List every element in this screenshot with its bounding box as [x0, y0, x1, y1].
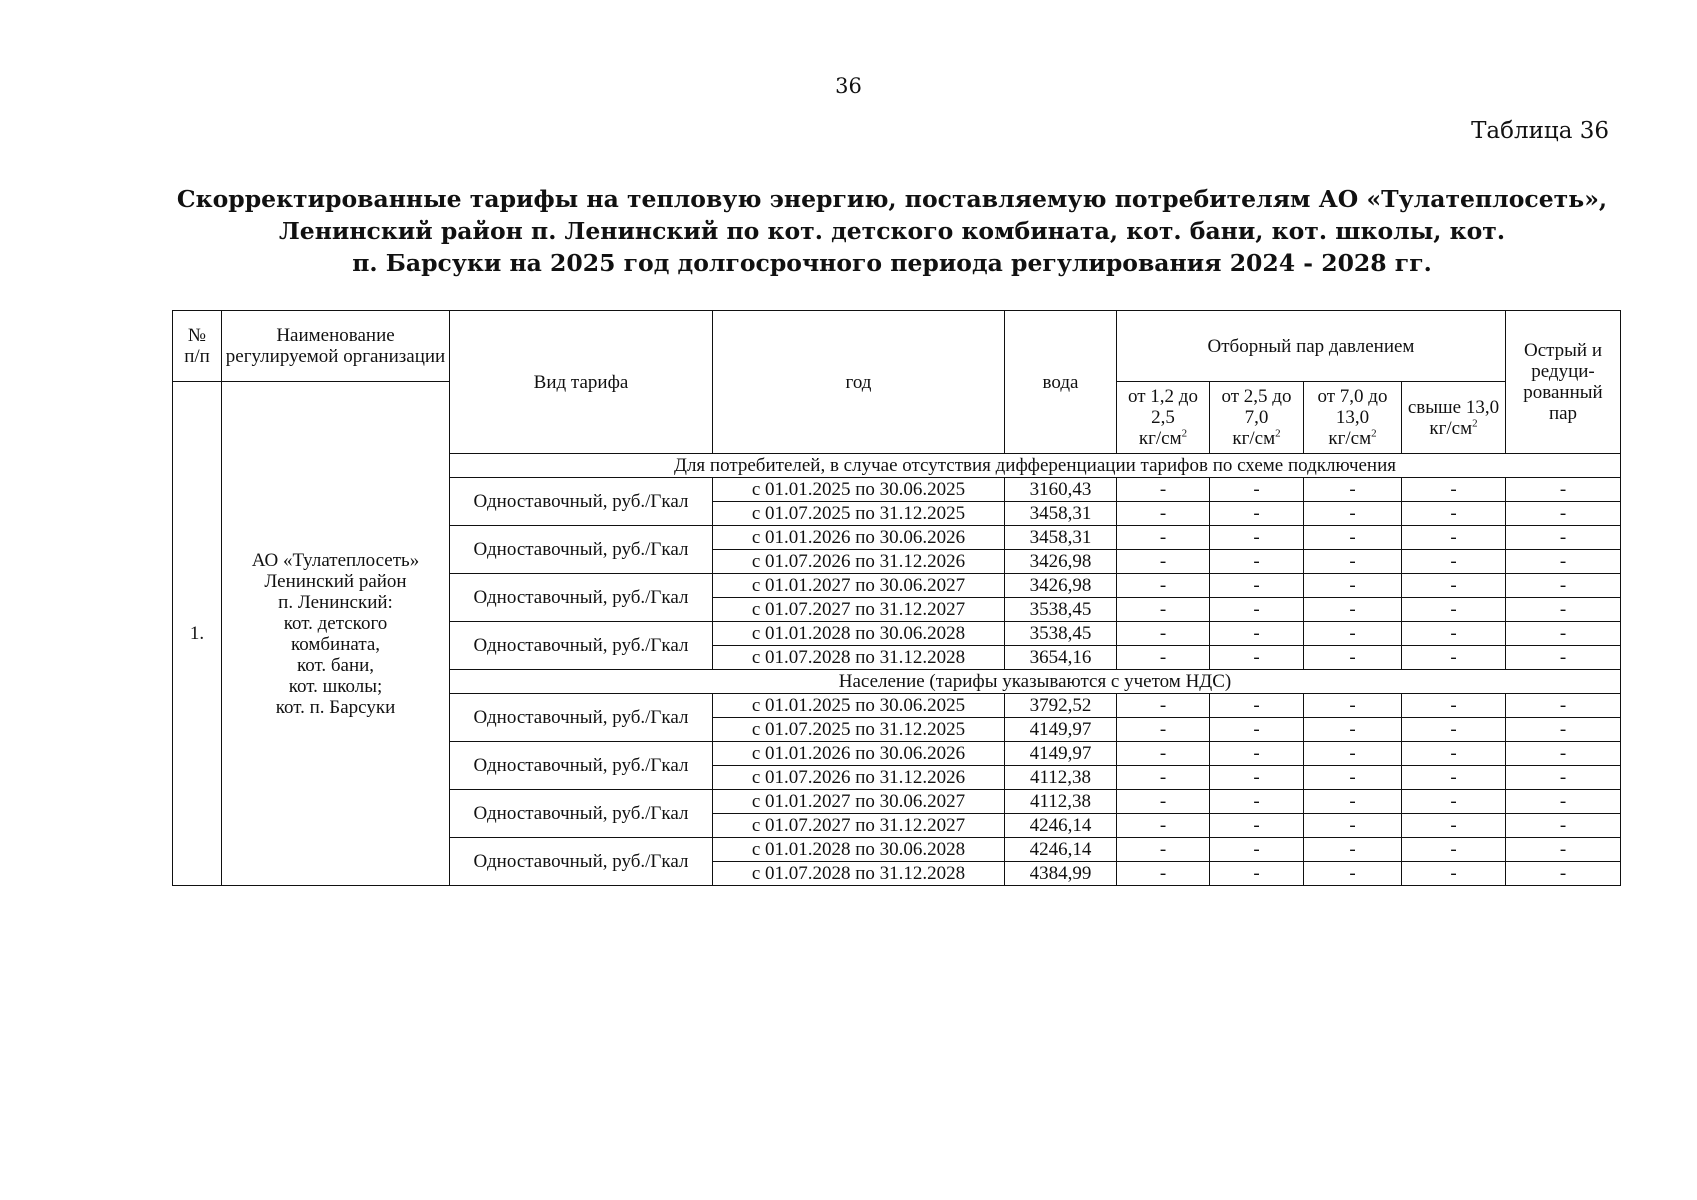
organization-line: Ленинский район — [264, 570, 407, 592]
steam-4-cell: - — [1402, 694, 1506, 718]
header-organization: Наименование регулируемой организации — [222, 311, 450, 382]
unit-exponent: 2 — [1371, 427, 1377, 440]
steam-1-cell: - — [1117, 550, 1210, 574]
header-steam-4 — [1402, 382, 1506, 454]
steam-range: от 2,5 до 7,0 — [1221, 386, 1292, 428]
period-cell: с 01.01.2027 по 30.06.2027 — [713, 790, 1005, 814]
steam-3-cell: - — [1304, 622, 1402, 646]
steam-3-cell: - — [1304, 694, 1402, 718]
steam-4-cell: - — [1402, 766, 1506, 790]
sharp-steam-cell: - — [1506, 838, 1621, 862]
tariff-table — [172, 310, 1621, 886]
period-cell: с 01.01.2028 по 30.06.2028 — [713, 622, 1005, 646]
steam-range: от 7,0 до 13,0 — [1317, 386, 1388, 428]
title-line: Скорректированные тарифы на тепловую энергию, поставляемую потребителям АО «Тулатеплосеть», — [176, 185, 1608, 213]
period-cell: с 01.07.2026 по 31.12.2026 — [713, 766, 1005, 790]
sharp-steam-cell: - — [1506, 550, 1621, 574]
steam-1-cell: - — [1117, 766, 1210, 790]
period-cell: с 01.01.2026 по 30.06.2026 — [713, 742, 1005, 766]
period-cell: с 01.01.2025 по 30.06.2025 — [713, 478, 1005, 502]
water-cell: 3458,31 — [1005, 502, 1117, 526]
sharp-steam-cell: - — [1506, 694, 1621, 718]
steam-2-cell: - — [1210, 478, 1304, 502]
steam-3-cell: - — [1304, 862, 1402, 886]
steam-2-cell: - — [1210, 742, 1304, 766]
steam-2-cell: - — [1210, 526, 1304, 550]
steam-1-cell: - — [1117, 718, 1210, 742]
steam-3-cell: - — [1304, 478, 1402, 502]
row-number: 1. — [173, 382, 222, 886]
header-number — [173, 311, 222, 382]
steam-2-cell: - — [1210, 766, 1304, 790]
steam-4-cell: - — [1402, 838, 1506, 862]
steam-1-cell: - — [1117, 814, 1210, 838]
document-title — [172, 183, 1612, 279]
period-cell: с 01.01.2025 по 30.06.2025 — [713, 694, 1005, 718]
header-tariff-type: Вид тарифа — [450, 311, 713, 454]
tariff-type-cell: Одноставочный, руб./Гкал — [450, 526, 713, 574]
steam-1-cell: - — [1117, 502, 1210, 526]
steam-4-cell: - — [1402, 550, 1506, 574]
header-steam-1 — [1117, 382, 1210, 454]
steam-2-cell: - — [1210, 550, 1304, 574]
steam-3-cell: - — [1304, 646, 1402, 670]
sharp-steam-cell: - — [1506, 622, 1621, 646]
period-cell: с 01.07.2028 по 31.12.2028 — [713, 862, 1005, 886]
tariff-type-cell: Одноставочный, руб./Гкал — [450, 574, 713, 622]
steam-1-cell: - — [1117, 598, 1210, 622]
water-cell: 3538,45 — [1005, 622, 1117, 646]
steam-range: свыше 13,0 — [1407, 396, 1500, 418]
steam-1-cell: - — [1117, 694, 1210, 718]
water-cell: 4149,97 — [1005, 742, 1117, 766]
tariff-type-cell: Одноставочный, руб./Гкал — [450, 790, 713, 838]
header-number-line: п/п — [184, 346, 210, 367]
sharp-steam-cell: - — [1506, 766, 1621, 790]
steam-3-cell: - — [1304, 526, 1402, 550]
unit-exponent: 2 — [1275, 427, 1281, 440]
steam-3-cell: - — [1304, 814, 1402, 838]
steam-3-cell: - — [1304, 574, 1402, 598]
steam-2-cell: - — [1210, 790, 1304, 814]
sharp-steam-cell: - — [1506, 526, 1621, 550]
water-cell: 4149,97 — [1005, 718, 1117, 742]
tariff-type-cell: Одноставочный, руб./Гкал — [450, 478, 713, 526]
water-cell: 3792,52 — [1005, 694, 1117, 718]
steam-2-cell: - — [1210, 862, 1304, 886]
steam-3-cell: - — [1304, 838, 1402, 862]
steam-4-cell: - — [1402, 502, 1506, 526]
header-year: год — [713, 311, 1005, 454]
water-cell: 4384,99 — [1005, 862, 1117, 886]
steam-4-cell: - — [1402, 742, 1506, 766]
sharp-steam-cell: - — [1506, 598, 1621, 622]
organization-line: п. Ленинский: — [278, 591, 393, 613]
period-cell: с 01.01.2028 по 30.06.2028 — [713, 838, 1005, 862]
steam-4-cell: - — [1402, 814, 1506, 838]
sharp-steam-cell: - — [1506, 814, 1621, 838]
steam-1-cell: - — [1117, 574, 1210, 598]
water-cell: 4112,38 — [1005, 790, 1117, 814]
header-steam-group: Отборный пар давлением — [1117, 311, 1506, 382]
water-cell: 3160,43 — [1005, 478, 1117, 502]
organization-line: АО «Тулатеплосеть» — [251, 549, 420, 571]
organization-line: кот. п. Барсуки — [275, 696, 396, 718]
steam-4-cell: - — [1402, 478, 1506, 502]
steam-1-cell: - — [1117, 526, 1210, 550]
period-cell: с 01.01.2027 по 30.06.2027 — [713, 574, 1005, 598]
steam-1-cell: - — [1117, 646, 1210, 670]
steam-2-cell: - — [1210, 718, 1304, 742]
steam-3-cell: - — [1304, 790, 1402, 814]
water-cell: 3538,45 — [1005, 598, 1117, 622]
steam-3-cell: - — [1304, 502, 1402, 526]
unit-label: кг/см — [1328, 428, 1372, 449]
period-cell: с 01.07.2027 по 31.12.2027 — [713, 814, 1005, 838]
header-number-line: № — [187, 325, 207, 346]
steam-1-cell: - — [1117, 862, 1210, 886]
sharp-steam-cell: - — [1506, 742, 1621, 766]
unit-exponent: 2 — [1181, 427, 1188, 440]
steam-4-cell: - — [1402, 622, 1506, 646]
period-cell: с 01.07.2028 по 31.12.2028 — [713, 646, 1005, 670]
steam-2-cell: - — [1210, 574, 1304, 598]
water-cell: 3426,98 — [1005, 574, 1117, 598]
period-cell: с 01.07.2025 по 31.12.2025 — [713, 718, 1005, 742]
sharp-steam-cell: - — [1506, 502, 1621, 526]
steam-3-cell: - — [1304, 598, 1402, 622]
steam-1-cell: - — [1117, 838, 1210, 862]
unit-exponent: 2 — [1472, 417, 1478, 430]
header-steam-2 — [1210, 382, 1304, 454]
steam-2-cell: - — [1210, 502, 1304, 526]
page-number: 36 — [835, 74, 862, 98]
steam-4-cell: - — [1402, 790, 1506, 814]
section-heading: Население (тарифы указываются с учетом НДС) — [450, 670, 1621, 694]
water-cell: 4112,38 — [1005, 766, 1117, 790]
sharp-steam-cell: - — [1506, 478, 1621, 502]
header-sharp-steam: Острый и редуци-рованный пар — [1506, 311, 1621, 454]
unit-label: кг/см — [1138, 428, 1182, 449]
steam-1-cell: - — [1117, 790, 1210, 814]
steam-4-cell: - — [1402, 598, 1506, 622]
steam-4-cell: - — [1402, 718, 1506, 742]
organization-name — [222, 382, 450, 886]
unit-label: кг/см — [1429, 417, 1473, 439]
steam-1-cell: - — [1117, 478, 1210, 502]
steam-2-cell: - — [1210, 622, 1304, 646]
steam-4-cell: - — [1402, 646, 1506, 670]
sharp-steam-cell: - — [1506, 646, 1621, 670]
steam-3-cell: - — [1304, 766, 1402, 790]
sharp-steam-cell: - — [1506, 790, 1621, 814]
steam-range: от 1,2 до 2,5 — [1128, 386, 1198, 428]
table-label: Таблица 36 — [1471, 118, 1609, 144]
sharp-steam-cell: - — [1506, 718, 1621, 742]
steam-2-cell: - — [1210, 838, 1304, 862]
period-cell: с 01.07.2025 по 31.12.2025 — [713, 502, 1005, 526]
steam-3-cell: - — [1304, 718, 1402, 742]
water-cell: 3654,16 — [1005, 646, 1117, 670]
title-line: Ленинский район п. Ленинский по кот. детского комбината, кот. бани, кот. школы, кот. — [278, 217, 1506, 245]
tariff-type-cell: Одноставочный, руб./Гкал — [450, 694, 713, 742]
section-heading: Для потребителей, в случае отсутствия дифференциации тарифов по схеме подключения — [450, 454, 1621, 478]
steam-2-cell: - — [1210, 814, 1304, 838]
period-cell: с 01.07.2027 по 31.12.2027 — [713, 598, 1005, 622]
water-cell: 4246,14 — [1005, 838, 1117, 862]
water-cell: 3458,31 — [1005, 526, 1117, 550]
steam-4-cell: - — [1402, 862, 1506, 886]
organization-line: кот. бани, — [296, 654, 375, 676]
water-cell: 4246,14 — [1005, 814, 1117, 838]
organization-line: комбината, — [290, 633, 381, 655]
title-line: п. Барсуки на 2025 год долгосрочного периода регулирования 2024 - 2028 гг. — [352, 249, 1432, 277]
header-steam-3 — [1304, 382, 1402, 454]
sharp-steam-cell: - — [1506, 862, 1621, 886]
unit-label: кг/см — [1232, 428, 1276, 449]
steam-3-cell: - — [1304, 742, 1402, 766]
steam-1-cell: - — [1117, 622, 1210, 646]
steam-2-cell: - — [1210, 694, 1304, 718]
steam-1-cell: - — [1117, 742, 1210, 766]
steam-4-cell: - — [1402, 574, 1506, 598]
tariff-type-cell: Одноставочный, руб./Гкал — [450, 622, 713, 670]
steam-2-cell: - — [1210, 646, 1304, 670]
sharp-steam-cell: - — [1506, 574, 1621, 598]
steam-3-cell: - — [1304, 550, 1402, 574]
period-cell: с 01.01.2026 по 30.06.2026 — [713, 526, 1005, 550]
tariff-type-cell: Одноставочный, руб./Гкал — [450, 838, 713, 886]
organization-line: кот. детского — [283, 612, 388, 634]
water-cell: 3426,98 — [1005, 550, 1117, 574]
period-cell: с 01.07.2026 по 31.12.2026 — [713, 550, 1005, 574]
header-water: вода — [1005, 311, 1117, 454]
steam-2-cell: - — [1210, 598, 1304, 622]
steam-4-cell: - — [1402, 526, 1506, 550]
organization-line: кот. школы; — [288, 675, 383, 697]
tariff-type-cell: Одноставочный, руб./Гкал — [450, 742, 713, 790]
